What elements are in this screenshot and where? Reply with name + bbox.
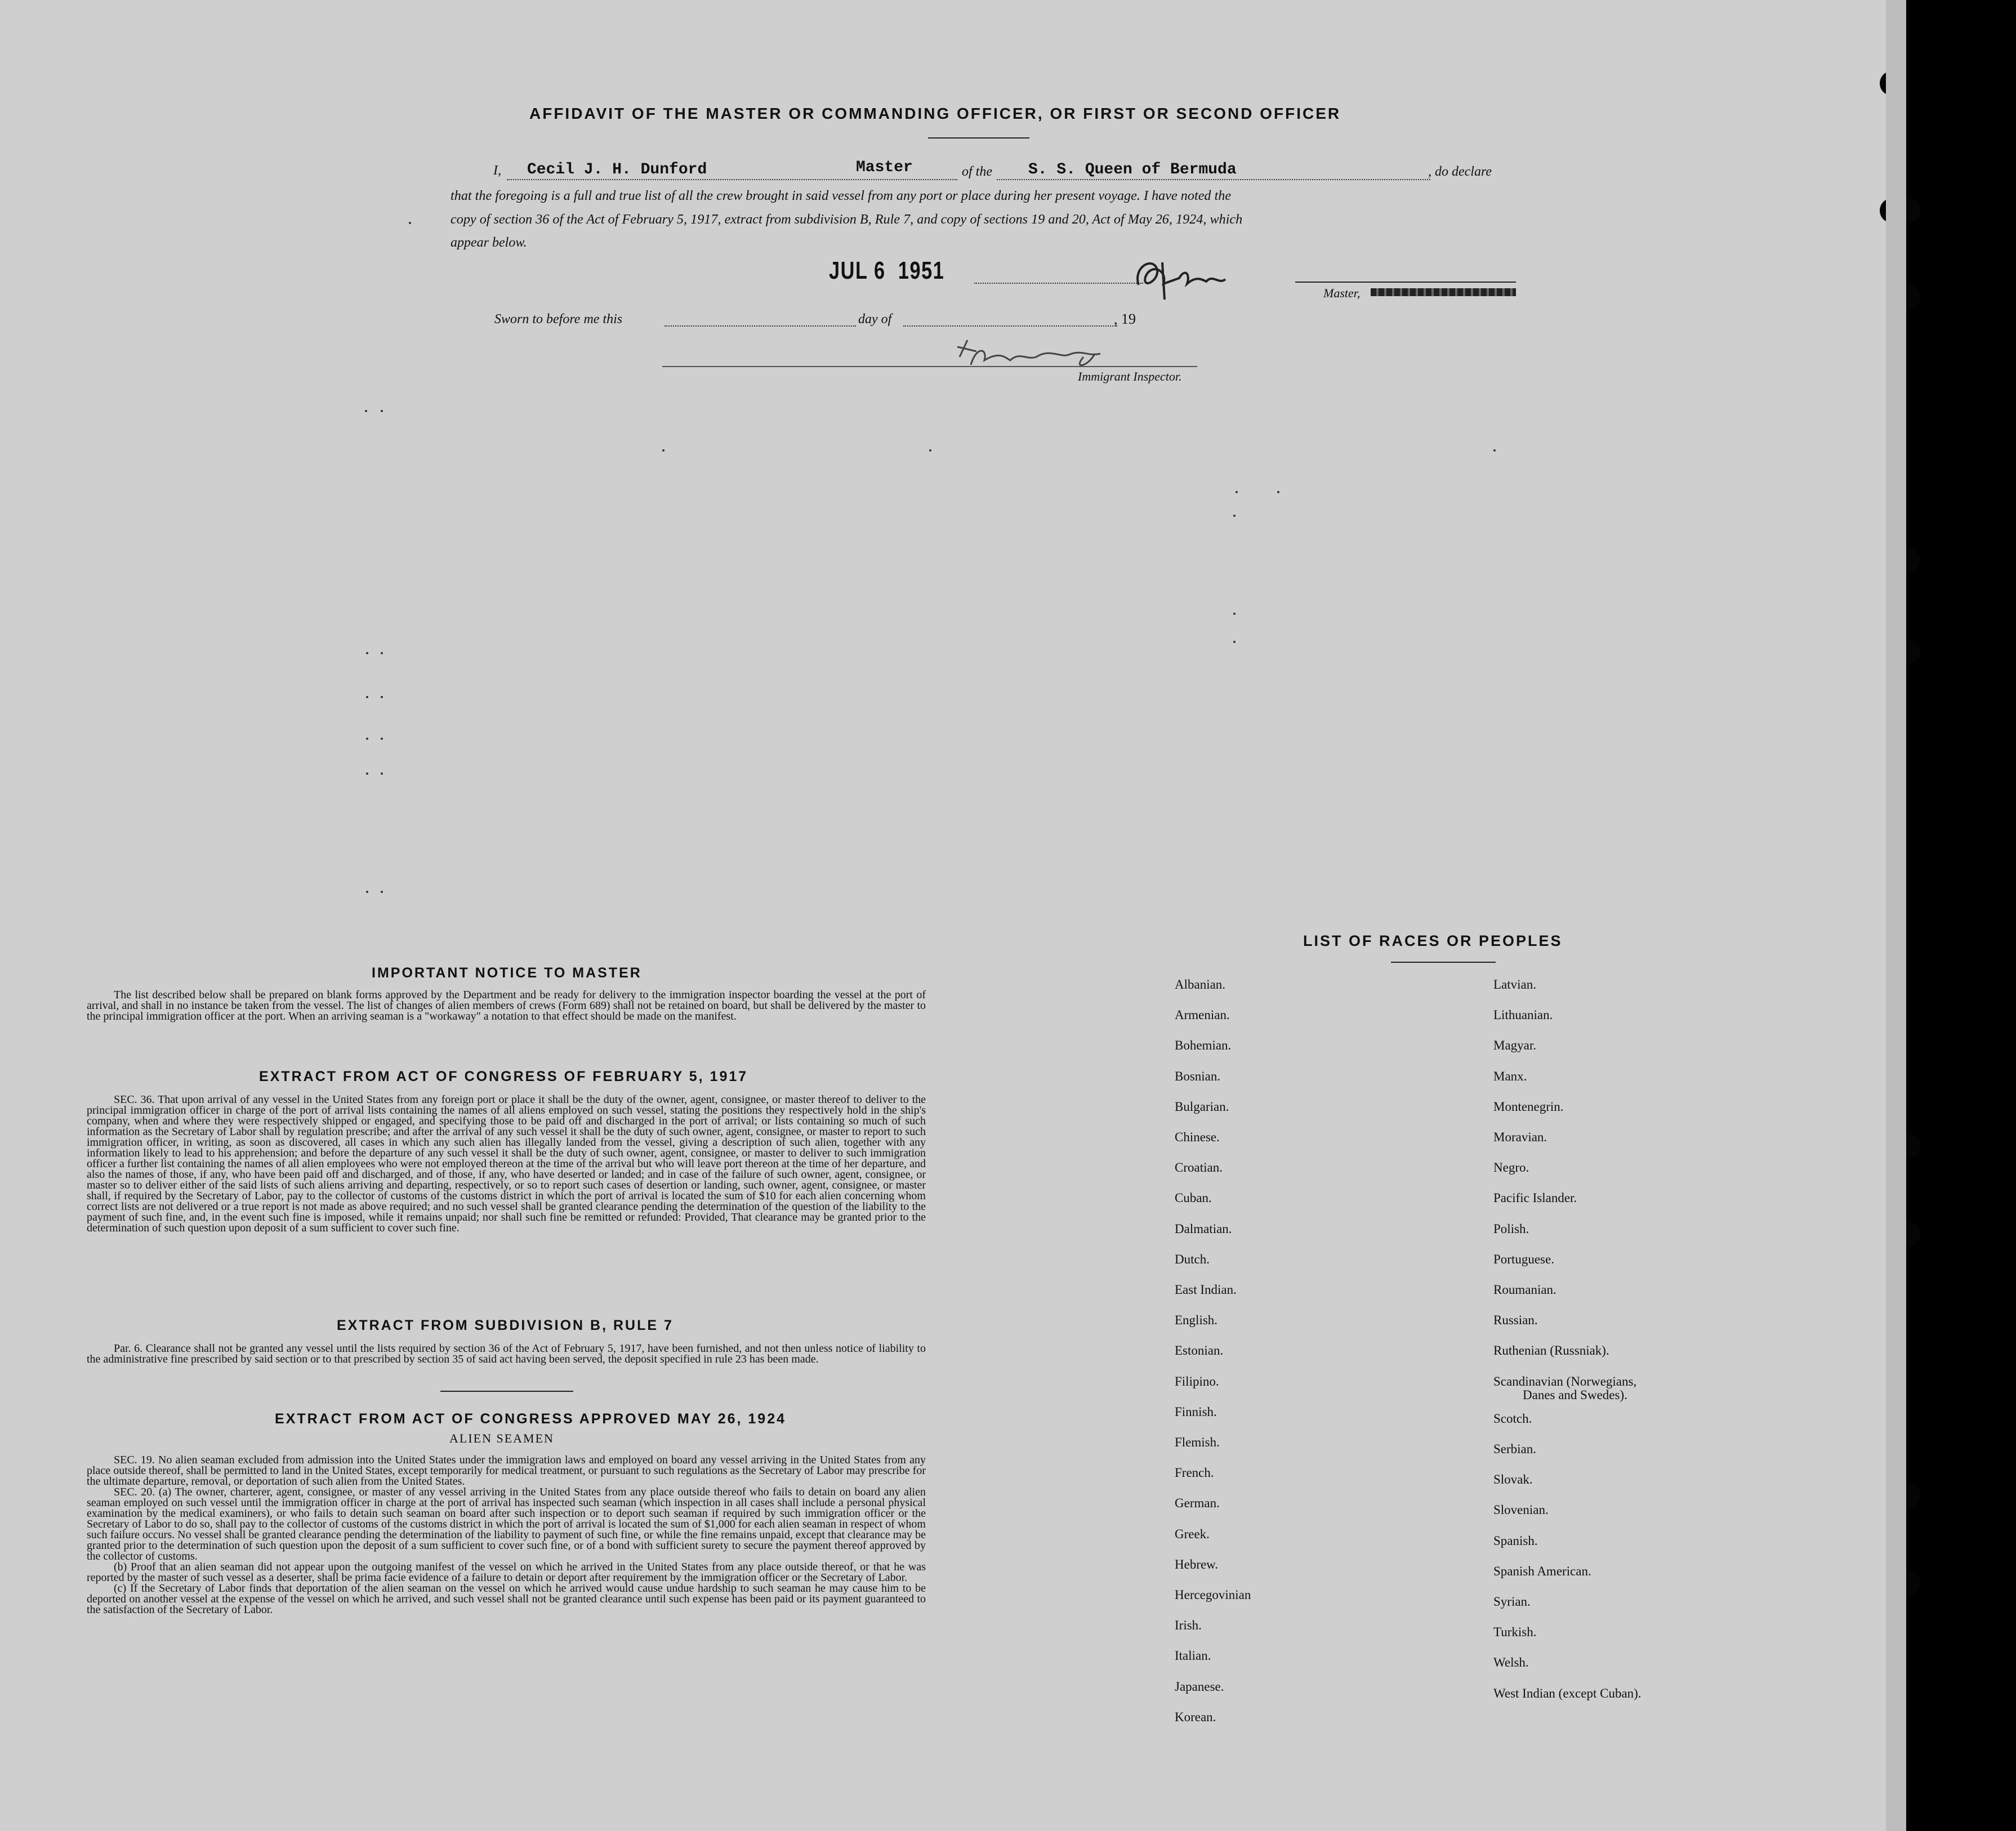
punch-hole — [1895, 1571, 1920, 1596]
race-item: Hercegovinian — [1175, 1588, 1251, 1602]
master-signature — [1129, 245, 1258, 302]
race-item: French. — [1175, 1466, 1214, 1480]
of-the-label: of the — [962, 164, 992, 179]
affidavit-line-4: appear below. — [451, 235, 527, 250]
race-item: Polish. — [1493, 1221, 1529, 1236]
race-item: Spanish American. — [1493, 1564, 1591, 1578]
race-item: Manx. — [1493, 1069, 1527, 1083]
punch-hole — [1895, 198, 1920, 223]
section-divider — [440, 1391, 573, 1392]
race-item: German. — [1175, 1496, 1220, 1511]
sec-20c-paragraph: (c) If the Secretary of Labor finds that deportation of the alien seaman on the vessel on which he arrived would cause undue hardship to such seaman he may cause him to be deported on another vessel at the expense of the vessel on which he arrived, and such vessel shall not be granted clearance until such expense has been paid or its payment guaranteed to the satisfaction of the Secretary of Labor. — [87, 1582, 926, 1616]
sec-20a-paragraph: SEC. 20. (a) The owner, charterer, agent, consignee, or master of any vessel arriving in the United States from any place outside thereof who fails to detain on board any alien seaman employed on such vessel until the immigration officer in charge at the port of arrival has inspected such seaman (which inspection in all cases shall include a personal physical examination by the medical examiners), or who fails to detain such seaman on board after such inspection or to deport such seaman if required by such immigration officer or the Secretary of Labor to do so, shall pay to the collector of customs of the customs district in which the port of arrival is located the sum of $1,000 for each alien seaman in respect of whom such failure occurs. No vessel shall be granted clearance pending the determination of the liability to payment of such fine, or while the fine remains unpaid, except that clearance may be granted prior to the determination of such question upon the deposit of a sum sufficient to cover such fine, or of a bond with sufficient surety to secure the payment thereof approved by the collector of customs. — [87, 1486, 926, 1562]
race-item: Japanese. — [1175, 1679, 1224, 1694]
race-item: East Indian. — [1175, 1283, 1237, 1297]
race-item: Korean. — [1175, 1709, 1216, 1724]
race-item: Ruthenian (Russniak). — [1493, 1343, 1609, 1358]
race-item: Bulgarian. — [1175, 1099, 1229, 1114]
race-item: Roumanian. — [1493, 1283, 1556, 1297]
race-item: Armenian. — [1175, 1008, 1230, 1022]
race-item: Italian. — [1175, 1649, 1211, 1663]
sec-36-paragraph: SEC. 36. That upon arrival of any vessel in the United States from any foreign port or place it shall be the duty of the owner, agent, consignee, or master thereof to deliver to the principal immigration officer in charge of the port of arrival lists containing the names of all aliens employed on such vessel, stating the positions they respectively hold in the ship's company, when and where they were respectively shipped or engaged, and specifying those to be paid off and discharged in the port of arrival; or lists containing so much of such information as the Secretary of Labor shall by regulation prescribe; and after the arrival of any such vessel it shall be the duty of such owner, agent, consignee, or master to report to such immigration officer, in writing, as soon as discovered, all cases in which any such alien has illegally landed from the vessel, giving a description of such alien, together with any information likely to lead to his apprehension; and before the departure of any such vessel it shall be the duty of such owner, agent, consignee, or master to deliver to such immigration officer a further list containing the names of all alien employees who were not employed thereon at the time of the arrival but who will leave port thereon at the time of her departure, and also the names of those, if any, who have been paid off and discharged, and of those, if any, who have deserted or landed; and in case of the failure of such owner, agent, consignee, or master so to deliver either of the said lists of such aliens arriving and departing, respectively, or so to report such cases of desertion or landing, such owner, agent, consignee, or master shall, if required by the Secretary of Labor, pay to the collector of customs of the customs district in which the port of arrival is located the sum of $10 for each alien concerning whom correct lists are not delivered or a true report is not made as above required; and no such vessel shall be granted clearance pending the determination of the question of the liability to the payment of such fine, and, in the event such fine is imposed, while it remains unpaid; nor shall such fine be remitted or refunded: Provided, That clearance may be granted prior to the determination of such question upon deposit of a sum sufficient to cover such fine. — [87, 1093, 926, 1234]
race-item: Lithuanian. — [1493, 1008, 1553, 1022]
race-item: Moravian. — [1493, 1130, 1547, 1144]
race-item: Scotch. — [1493, 1411, 1532, 1426]
act-1924-title: EXTRACT FROM ACT OF CONGRESS APPROVED MAY 26, 1924 — [275, 1411, 787, 1427]
race-item: Turkish. — [1493, 1625, 1537, 1640]
punch-hole — [1895, 1483, 1920, 1508]
vessel-name-field: S. S. Queen of Bermuda — [1028, 161, 1237, 178]
affidavit-line-3: copy of section 36 of the Act of February 5, 1917, extract from subdivision B, Rule 7, and copy of sections 19 and 20, Act of May 26, 1924, which — [451, 212, 1243, 227]
race-item: English. — [1175, 1313, 1218, 1328]
race-item: Dutch. — [1175, 1252, 1210, 1266]
master-signature-line — [1295, 282, 1516, 283]
race-item: Irish. — [1175, 1618, 1202, 1633]
punch-hole — [1880, 71, 1905, 96]
race-item: Slovenian. — [1493, 1503, 1549, 1517]
race-item: Croatian. — [1175, 1160, 1223, 1175]
race-item: Greek. — [1175, 1526, 1210, 1541]
race-item: Serbian. — [1493, 1442, 1537, 1456]
race-item: Danes and Swedes). — [1523, 1387, 1627, 1402]
par-6-paragraph: Par. 6. Clearance shall not be granted any vessel until the lists required by section 36 of the Act of February 5, 1917, have been furnished, and not then unless notice of liability to the administrative fine prescribed by said section or to that prescribed by section 35 of said act having been served, the deposit specified in rule 23 has been made. — [87, 1342, 926, 1365]
race-item: Estonian. — [1175, 1343, 1224, 1358]
race-item: Magyar. — [1493, 1038, 1537, 1053]
inspector-label: Immigrant Inspector. — [1078, 369, 1182, 383]
do-declare-label: , do declare — [1428, 164, 1492, 179]
notice-text — [87, 990, 926, 1022]
act-1924-text — [87, 1455, 926, 1615]
punch-hole — [1880, 198, 1905, 223]
affidavit-line-2: that the foregoing is a full and true list of all the crew brought in said vessel from any port or place during her present voyage. I have noted the — [451, 188, 1232, 203]
race-item: Chinese. — [1175, 1130, 1220, 1144]
race-item: Russian. — [1493, 1313, 1538, 1328]
race-item: Syrian. — [1493, 1595, 1531, 1609]
inspector-signature — [954, 334, 1117, 374]
punch-hole — [1895, 1134, 1920, 1159]
race-item: West Indian (except Cuban). — [1493, 1686, 1642, 1700]
rule-7-title: EXTRACT FROM SUBDIVISION B, RULE 7 — [337, 1318, 674, 1333]
rule-7-text — [87, 1343, 926, 1365]
race-item: Filipino. — [1175, 1374, 1219, 1388]
race-item: Spanish. — [1493, 1533, 1538, 1548]
day-of-label: day of — [858, 312, 892, 327]
race-item: Bosnian. — [1175, 1069, 1221, 1083]
notice-paragraph: The list described below shall be prepared on blank forms approved by the Department and be ready for delivery to the immigration inspector boarding the vessel at the port of arrival, and shall in no instance be taken from the vessel. The list of changes of alien members of crews (Form 689) shall not be retained on board, but shall be delivered by the master to the principal immigration officer at the port. When an arriving seaman is a "workaway" a notation to that effect should be made on the manifest. — [87, 989, 926, 1022]
race-item: Dalmatian. — [1175, 1221, 1232, 1236]
race-item: Portuguese. — [1493, 1252, 1554, 1266]
affidavit-title: AFFIDAVIT OF THE MASTER OR COMMANDING OFFICER, OR FIRST OR SECOND OFFICER — [529, 105, 1341, 122]
date-stamp: JUL 6 1951 — [829, 257, 945, 284]
punch-hole — [1895, 1222, 1920, 1247]
notice-title: IMPORTANT NOTICE TO MASTER — [372, 965, 642, 981]
punch-hole — [1895, 548, 1920, 573]
race-item: Latvian. — [1493, 977, 1536, 992]
race-item: Albanian. — [1175, 977, 1226, 992]
race-item: Negro. — [1493, 1160, 1529, 1175]
race-item: Slovak. — [1493, 1472, 1533, 1487]
race-item: Flemish. — [1175, 1435, 1220, 1449]
title-divider — [928, 137, 1029, 139]
inspector-signature-line — [662, 366, 1197, 367]
master-rank-field: Master — [856, 159, 913, 176]
race-item: Finnish. — [1175, 1404, 1217, 1419]
races-divider — [1391, 962, 1496, 963]
act-1917-text — [87, 1095, 926, 1234]
race-item: Scandinavian (Norwegians, — [1493, 1374, 1637, 1388]
master-label: Master, — [1323, 286, 1361, 300]
sec-20b-paragraph: (b) Proof that an alien seaman did not appear upon the outgoing manifest of the vessel on which he arrived in the United States from any place outside thereof, or that he was reported by the master of such vessel as a deserter, shall be prima facie evidence of a failure to detain or deport after requirement by the immigration officer or the Secretary of Labor. — [87, 1561, 926, 1584]
punch-hole — [1895, 284, 1920, 309]
race-item: Cuban. — [1175, 1191, 1212, 1205]
race-item: Welsh. — [1493, 1655, 1529, 1670]
act-1917-title: EXTRACT FROM ACT OF CONGRESS OF FEBRUARY 5, 1917 — [259, 1069, 748, 1084]
race-item: Pacific Islander. — [1493, 1191, 1577, 1205]
race-item: Hebrew. — [1175, 1557, 1219, 1571]
master-name-field: Cecil J. H. Dunford — [527, 161, 707, 178]
race-item: Bohemian. — [1175, 1038, 1232, 1053]
sworn-label: Sworn to before me this — [494, 312, 623, 327]
alien-seamen-subtitle: ALIEN SEAMEN — [449, 1431, 554, 1445]
races-title: LIST OF RACES OR PEOPLES — [1303, 932, 1563, 949]
punch-hole — [1895, 640, 1920, 664]
struck-out-title — [1371, 288, 1516, 296]
race-item: Montenegrin. — [1493, 1099, 1564, 1114]
year-prefix-label: , 19 — [1114, 311, 1136, 327]
sec-19-paragraph: SEC. 19. No alien seaman excluded from admission into the United States under the immigration laws and employed on board any vessel arriving in the United States from any place outside thereof, shall be permitted to land in the United States, except temporarily for medical treatment, or pursuant to such regulations as the Secretary of Labor may prescribe for the ultimate departure, removal, or deportation of such alien from the United States. — [87, 1454, 926, 1488]
affidavit-i-label: I, — [493, 163, 501, 178]
